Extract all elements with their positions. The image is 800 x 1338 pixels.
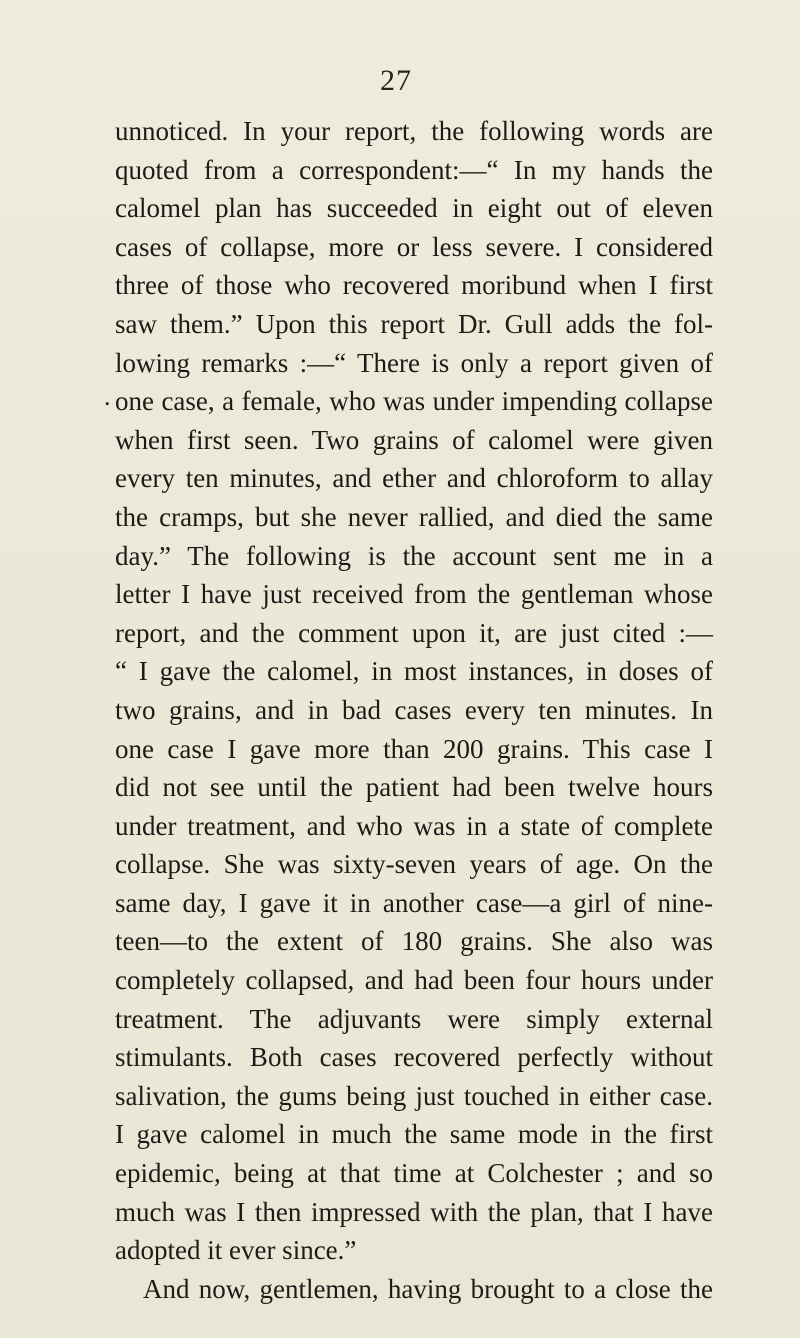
- text-line: much was I then impressed with the plan, that I have: [115, 1196, 713, 1227]
- text-line: same day, I gave it in another case—a girl of nine-: [115, 887, 713, 918]
- text-line: “ I gave the calomel, in most instances, in doses of: [115, 656, 713, 687]
- text-line: teen—to the extent of 180 grains. She also was: [115, 926, 713, 957]
- text-line: unnoticed. In your report, the following words are: [115, 116, 713, 146]
- text-line: did not see until the patient had been twelve hours: [115, 772, 713, 803]
- text-line: cases of collapse, more or less severe. I considered: [115, 231, 713, 262]
- text-line: the cramps, but she never rallied, and died the same: [115, 501, 713, 532]
- margin-mark: .: [104, 382, 111, 412]
- text-line: adopted it ever since.”: [115, 1235, 357, 1266]
- text-line: calomel plan has succeeded in eight out of eleven: [115, 193, 713, 224]
- text-line: day.” The following is the account sent me in a: [115, 540, 713, 571]
- text-line: two grains, and in bad cases every ten minutes. In: [115, 694, 713, 725]
- text-line: lowing remarks :—“ There is only a report given of: [115, 347, 713, 378]
- text-line: epidemic, being at that time at Colchester ; and so: [115, 1158, 713, 1189]
- text-line: salivation, the gums being just touched in either case.: [115, 1080, 713, 1111]
- text-line: stimulants. Both cases recovered perfectly without: [115, 1042, 713, 1073]
- text-line: one case I gave more than 200 grains. This case I: [115, 733, 713, 764]
- text-line: when first seen. Two grains of calomel were given: [115, 424, 713, 455]
- body-text: [104, 112, 713, 1308]
- text-line: under treatment, and who was in a state of complete: [115, 810, 713, 841]
- text-line: letter I have just received from the gentleman whose: [115, 579, 713, 610]
- text-line: one case, a female, who was under impending collapse: [115, 386, 713, 417]
- page-number: 27: [380, 64, 412, 97]
- line-wrapper: [104, 382, 713, 421]
- text-line: three of those who recovered moribund when I first: [115, 270, 713, 301]
- text-line: every ten minutes, and ether and chloroform to allay: [115, 463, 713, 494]
- text-line: report, and the comment upon it, are just cited :—: [115, 617, 713, 648]
- text-line: completely collapsed, and had been four hours under: [115, 965, 713, 996]
- text-line: collapse. She was sixty-seven years of age. On the: [115, 849, 713, 880]
- text-line: quoted from a correspondent:—“ In my hands the: [115, 154, 713, 185]
- text-line: I gave calomel in much the same mode in the first: [115, 1119, 713, 1150]
- text-line: And now, gentlemen, having brought to a close the: [143, 1273, 713, 1304]
- text-line: treatment. The adjuvants were simply external: [115, 1003, 713, 1034]
- text-line: saw them.” Upon this report Dr. Gull adds the fol-: [115, 308, 713, 339]
